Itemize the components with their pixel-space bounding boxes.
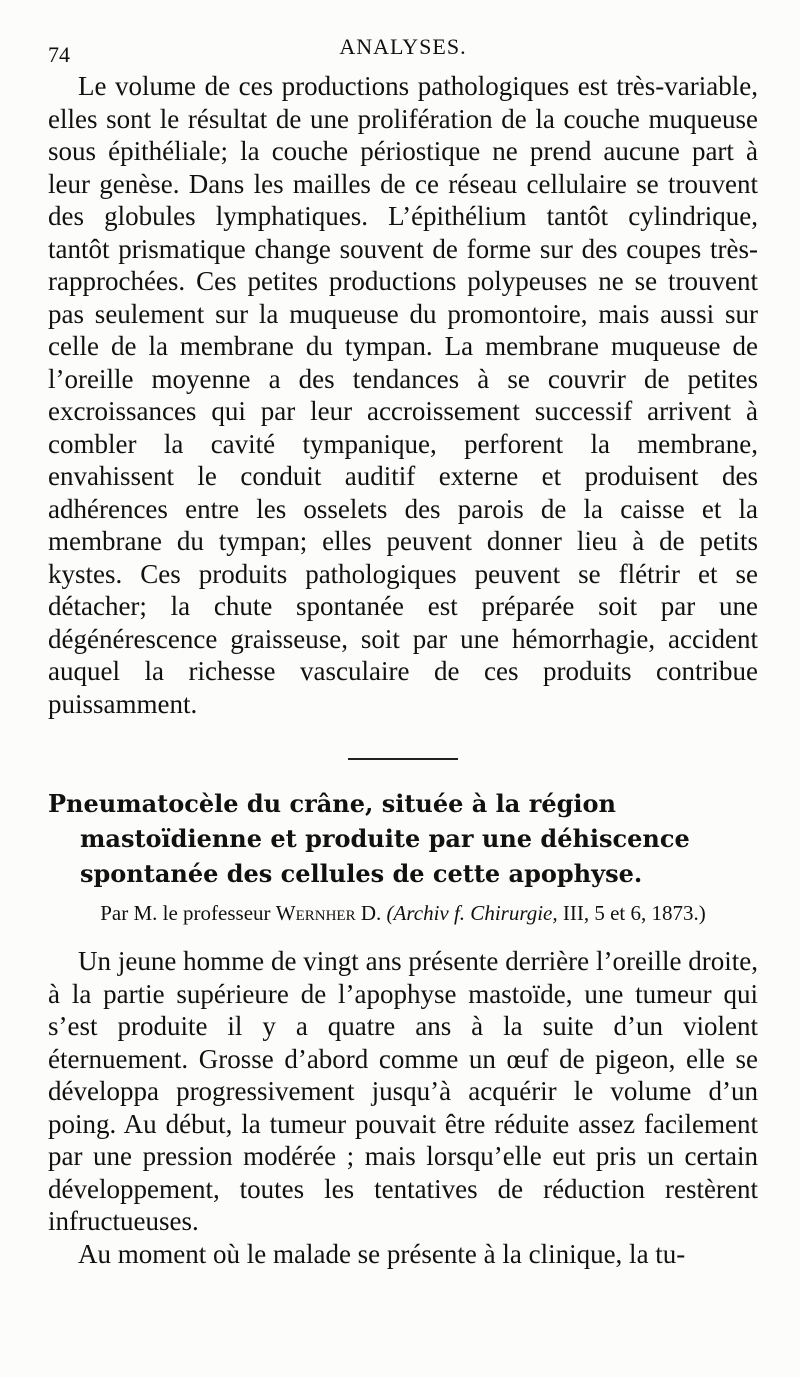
continued-paragraph: Le volume de ces productions pathologiques est très-variable, elles sont le résultat de une prolifération de la couche muqueuse sous épithéliale; la couche périostique ne prend aucune part à leur genèse. Dans les mailles de ce réseau cellulaire se trouvent des globules lymphatiques. L’épithélium tantôt cylindrique, tantôt prismatique change souvent de forme sur des coupes très-rapprochées. Ces petites productions polypeuses ne se trouvent pas seulement sur la muqueuse du promontoire, mais aussi sur celle de la membrane du tympan. La membrane muqueuse de l’oreille moyenne a des tendances à se couvrir de petites excroissances qui par leur accroissement successif arrivent à combler la cavité tympanique, perforent la membrane, envahissent le conduit auditif externe et produisent des adhérences entre les osselets des parois de la caisse et la membrane du tympan; elles peuvent donner lieu à de petits kystes. Ces produits pathologiques peuvent se flétrir et se détacher; la chute spontanée est préparée soit par une dégénérescence graisseuse, soit par une hémorrhagie, accident auquel la richesse vasculaire de ces produits contribue puissamment. — [48, 71, 758, 719]
page-number: 74 — [48, 42, 70, 67]
byline-author: Wernher D. — [275, 901, 382, 925]
article-paragraph: Au moment où le malade se présente à la clinique, la tu- — [78, 1238, 686, 1269]
byline-prefix: Par M. le professeur — [100, 901, 271, 925]
running-title: ANALYSES. — [339, 34, 467, 59]
article-title: Pneumatocèle du crâne, située à la région mastoïdienne et produite par une déhiscence spontanée des cellules de cette apophyse. — [48, 789, 690, 888]
continued-section — [48, 70, 758, 720]
page-header — [48, 30, 758, 70]
article-body — [48, 945, 758, 1270]
article-byline — [68, 899, 738, 927]
section-divider — [348, 758, 458, 760]
article-paragraph: Un jeune homme de vingt ans présente derrière l’oreille droite, à la partie supérieure de l’apophyse mastoïde, une tumeur qui s’est produite il y a quatre ans à la suite d’un violent éternuement. Grosse d’abord comme un œuf de pigeon, elle se développa progressivement jusqu’à acquérir le volume d’un poing. Au début, la tumeur pouvait être réduite assez facilement par une pression modérée ; mais lorsqu’elle eut pris un certain développement, toutes les tentatives de réduction restèrent infructueuses. — [48, 946, 758, 1236]
byline-reference: III, 5 et 6, 1873.) — [562, 901, 706, 925]
byline-journal: (Archiv f. Chirurgie, — [386, 901, 558, 925]
